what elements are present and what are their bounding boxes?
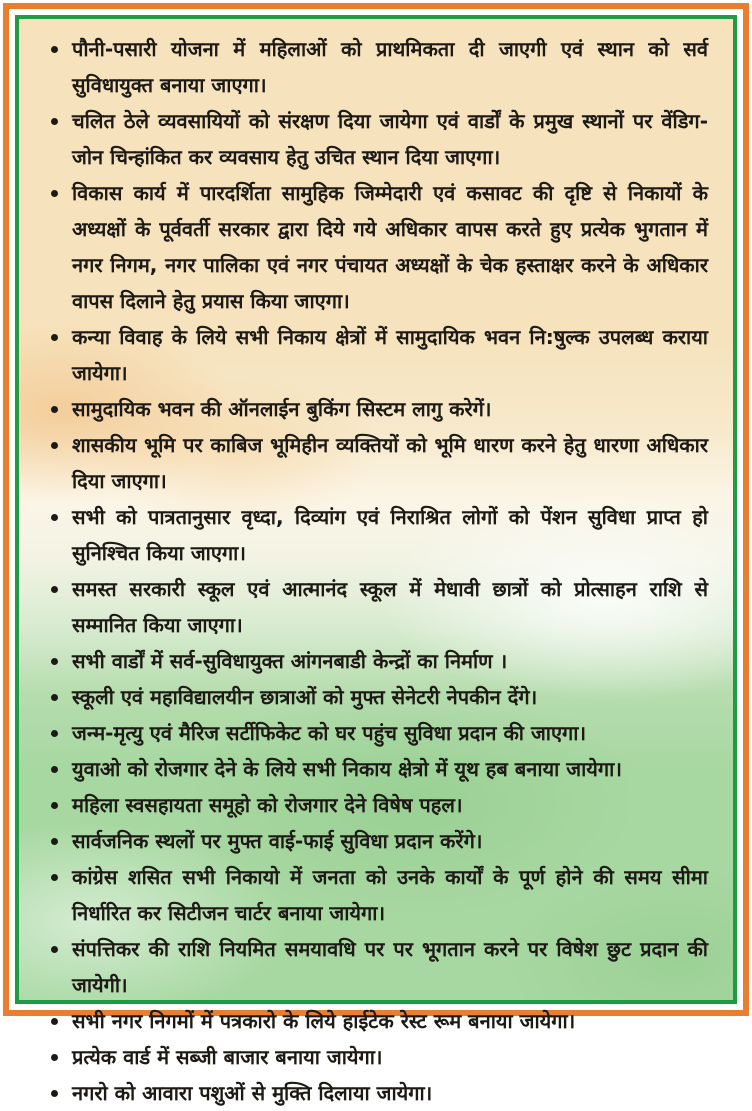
list-item bbox=[48, 787, 708, 823]
list-item bbox=[48, 679, 708, 715]
list-item-text: महिला स्वसहायता समूहो को रोजगार देने विषेष पहल। bbox=[72, 793, 463, 817]
bullet-icon bbox=[51, 874, 58, 881]
bullet-icon bbox=[51, 802, 58, 809]
bullet-icon bbox=[51, 334, 58, 341]
list-item bbox=[48, 571, 708, 643]
list-item-text: चलित ठेले व्यवसायियों को संरक्षण दिया जायेगा एवं वार्डों के प्रमुख स्थानों पर वेंडिग-जोन चिन्हांकित कर व्यवसाय हेतु उचित स्थान दिया जाएगा। bbox=[72, 109, 708, 169]
list-item-text: विकास कार्य में पारदर्शिता सामुहिक जिम्मेदारी एवं कसावट की दृष्टि से निकायों के अध्यक्षों के पूर्ववर्ती सरकार द्वारा दिये गये अधिकार वापस करते हुए प्रत्येक भुगतान में नगर निगम, नगर पालिका एवं नगर पंचायत अध्यक्षों के चेक हस्ताक्षर करने के अधिकार वापस दिलाने हेतु प्रयास किया जाएगा। bbox=[72, 181, 708, 313]
list-item-text: कांग्रेस शसित सभी निकायो में जनता को उनके कार्यों के पूर्ण होने की समय सीमा निर्धारित कर सिटीजन चार्टर बनाया जायेगा। bbox=[72, 865, 708, 925]
bullet-icon bbox=[51, 1054, 58, 1061]
list-item-text: समस्त सरकारी स्कूल एवं आत्मानंद स्कूल में मेधावी छात्रों को प्रोत्साहन राशि से सम्मानित किया जाएगा। bbox=[72, 577, 708, 637]
bullet-icon bbox=[51, 946, 58, 953]
list-item bbox=[48, 427, 708, 499]
bullet-icon bbox=[51, 766, 58, 773]
green-frame bbox=[15, 15, 737, 1105]
bullet-icon bbox=[51, 118, 58, 125]
bullet-icon bbox=[51, 190, 58, 197]
list-item bbox=[48, 31, 708, 103]
list-item bbox=[48, 715, 708, 751]
list-item-text: सभी को पात्रतानुसार वृध्दा, दिव्यांग एवं निराश्रित लोगों को पेंशन सुविधा प्राप्त हो सुनिश्चित किया जाएगा। bbox=[72, 505, 708, 565]
list-item-text: प्रत्येक वार्ड में सब्जी बाजार बनाया जायेगा। bbox=[72, 1045, 383, 1069]
list-item-text: संपत्तिकर की राशि नियमित समयावधि पर पर भूगतान करने पर विषेश छुट प्रदान की जायेगी। bbox=[72, 937, 708, 997]
bullet-icon bbox=[51, 514, 58, 521]
promise-list bbox=[19, 19, 733, 1111]
list-item bbox=[48, 1075, 708, 1111]
list-item-text: जन्म-मृत्यु एवं मैरिज सर्टीफिकेट को घर पहुंच सुविधा प्रदान की जाएगा। bbox=[72, 721, 587, 745]
list-item-text: शासकीय भूमि पर काबिज भूमिहीन व्यक्तियों को भूमि धारण करने हेतु धारणा अधिकार दिया जाएगा। bbox=[72, 433, 708, 493]
list-item-text: सभी वार्डों में सर्व-सुविधायुक्त आंगनबाडी केन्द्रों का निर्माण । bbox=[72, 649, 508, 673]
list-item bbox=[48, 643, 708, 679]
bullet-icon bbox=[51, 1018, 58, 1025]
list-item bbox=[48, 1039, 708, 1075]
list-item bbox=[48, 823, 708, 859]
list-item bbox=[48, 931, 708, 1003]
list-item bbox=[48, 1003, 708, 1039]
list-item-text: सार्वजनिक स्थलों पर मुफ्त वाई-फाई सुविधा प्रदान करेंगे। bbox=[72, 829, 483, 853]
list-item bbox=[48, 499, 708, 571]
list-item-text: युवाओ को रोजगार देने के लिये सभी निकाय क्षेत्रो में यूथ हब बनाया जायेगा। bbox=[72, 757, 622, 781]
orange-frame bbox=[3, 3, 749, 1105]
bullet-icon bbox=[51, 838, 58, 845]
list-item bbox=[48, 319, 708, 391]
bullet-icon bbox=[51, 406, 58, 413]
list-item-text: सभी नगर निगमों में पत्रकारो के लिये हाईटेक रेस्ट रूम बनाया जायेगा। bbox=[72, 1009, 576, 1033]
list-item bbox=[48, 103, 708, 175]
bullet-icon bbox=[51, 442, 58, 449]
bullet-icon bbox=[51, 730, 58, 737]
list-item-text: कन्या विवाह के लिये सभी निकाय क्षेत्रों में सामुदायिक भवन नि:षुल्क उपलब्ध कराया जायेगा। bbox=[72, 325, 708, 385]
list-item-text: नगरो को आवारा पशुओं से मुक्ति दिलाया जायेगा। bbox=[72, 1081, 433, 1105]
bullet-icon bbox=[51, 694, 58, 701]
bullet-icon bbox=[51, 46, 58, 53]
list-item bbox=[48, 175, 708, 319]
list-item bbox=[48, 751, 708, 787]
bullet-icon bbox=[51, 586, 58, 593]
bullet-icon bbox=[51, 1090, 58, 1097]
bullet-icon bbox=[51, 658, 58, 665]
list-item-text: सामुदायिक भवन की ऑनलाईन बुकिंग सिस्टम लागु करेगें। bbox=[72, 397, 492, 421]
list-item-text: स्कूली एवं महाविद्यालयीन छात्राओं को मुफ्त सेनेटरी नेपकीन देंगे। bbox=[72, 685, 538, 709]
list-item-text: पौनी-पसारी योजना में महिलाओं को प्राथमिकता दी जाएगी एवं स्थान को सर्व सुविधायुक्त बनाया जाएगा। bbox=[72, 37, 708, 97]
list-item bbox=[48, 391, 708, 427]
list-item bbox=[48, 859, 708, 931]
